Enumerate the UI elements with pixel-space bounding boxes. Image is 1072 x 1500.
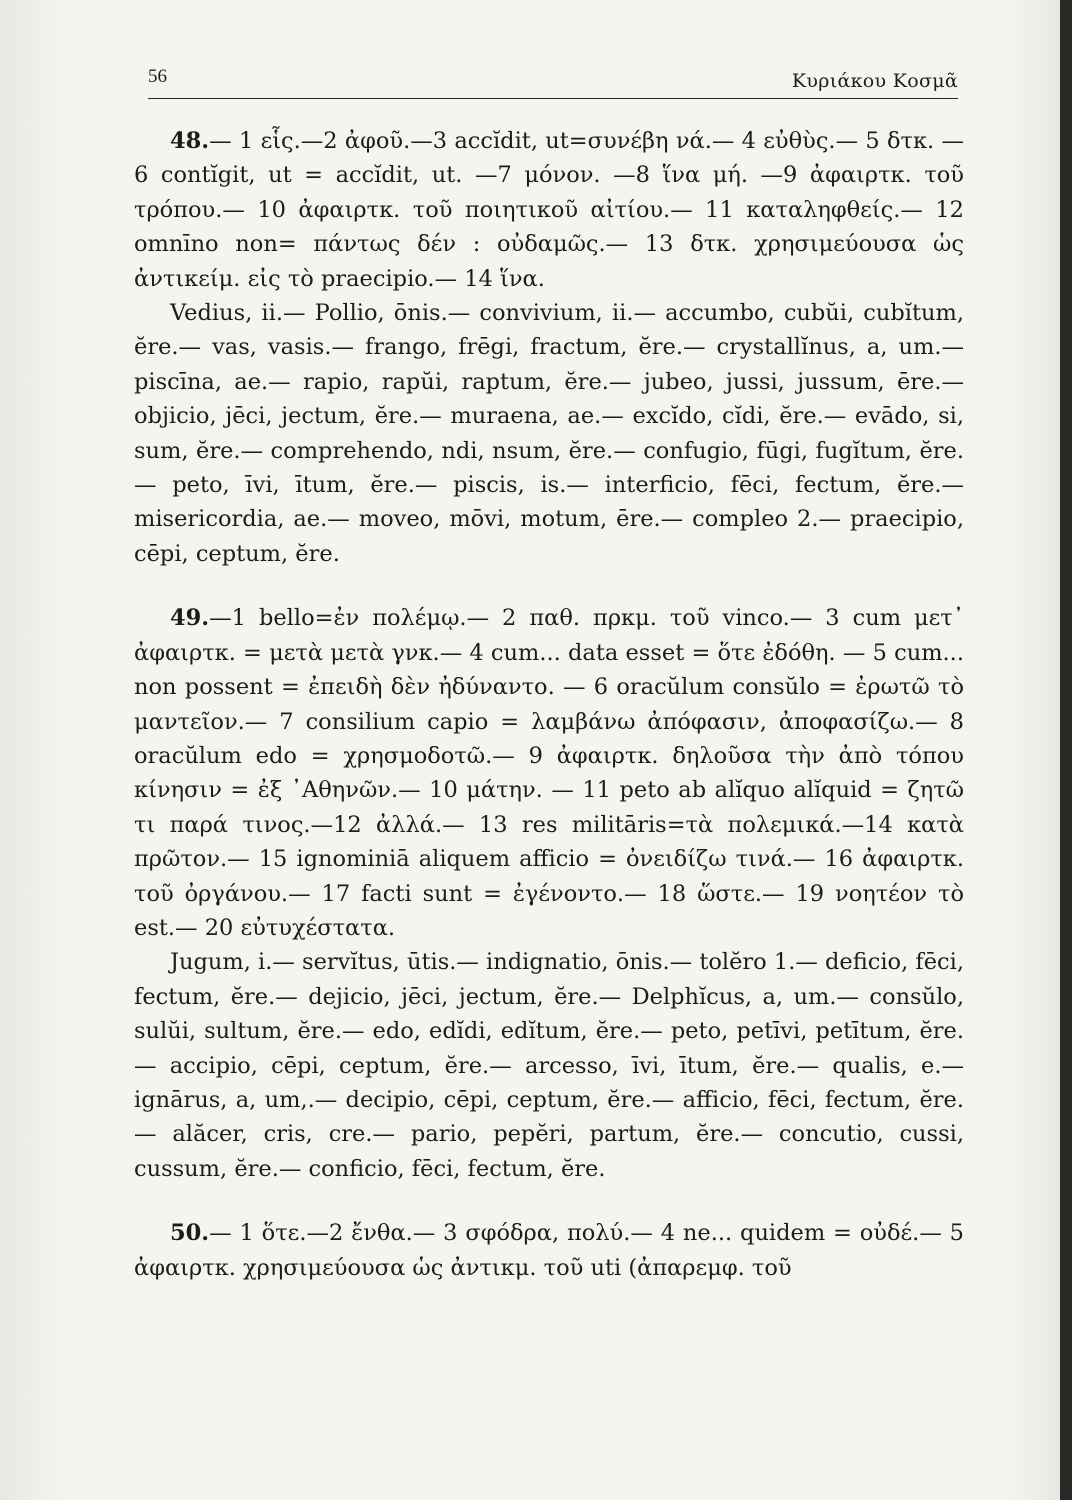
exercise-number: 49. bbox=[170, 605, 210, 632]
exercise-notes: — 1 ὅτε.—2 ἔνθα.— 3 σφόδρα, πολύ.— 4 ne... quidem = οὐδέ.— 5 ἀφαιρτκ. χρησιμεύουσα ὡς ἀντικμ. τοῦ uti (ἀπαρεμφ. τοῦ bbox=[134, 1220, 964, 1281]
page-body bbox=[134, 124, 964, 1285]
exercise-notes: —1 bello=ἐν πολέμῳ.— 2 παθ. πρκμ. τοῦ vinco.— 3 cum μετ᾽ ἀφαιρτκ. = μετὰ μετὰ γνκ.— 4 cum... data esset = ὅτε ἐδόθη. — 5 cum... non possent = ἐπειδὴ δὲν ἠδύναντο. — 6 oracŭlum consŭlo = ἐρωτῶ τὸ μαντεῖον.— 7 consilium capio = λαμβάνω ἀπόφασιν, ἀποφασίζω.— 8 oracŭlum edo = χρησμοδοτῶ.— 9 ἀφαιρτκ. δηλοῦσα τὴν ἀπὸ τόπου κίνησιν = ἐξ ᾿Αθηνῶν.— 10 μάτην. — 11 peto ab alĭquo alĭquid = ζητῶ τι παρά τινος.—12 ἀλλά.— 13 res militāris=τὰ πολεμικά.—14 κατὰ πρῶτον.— 15 ignominiā aliquem afficio = ὀνειδίζω τινά.— 16 ἀφαιρτκ. τοῦ ὀργάνου.— 17 facti sunt = ἐγένοντο.— 18 ὥστε.— 19 νοητέον τὸ est.— 20 εὐτυχέστατα. bbox=[134, 605, 964, 941]
exercise-notes: — 1 εἷς.—2 ἀφοῦ.—3 accĭdit, ut=συνέβη νά.— 4 εὐθὺς.— 5 δτκ. —6 contĭgit, ut = accĭdit, ut. —7 μόνον. —8 ἵνα μή. —9 ἀφαιρτκ. τοῦ τρόπου.— 10 ἀφαιρτκ. τοῦ ποιητικοῦ αἰτίου.— 11 καταληφθείς.— 12 omnīno non= πάντως δέν : οὐδαμῶς.— 13 δτκ. χρησιμεύουσα ὡς ἀντικείμ. εἰς τὸ praecipio.— 14 ἵνα. bbox=[134, 128, 964, 292]
page-header bbox=[148, 62, 958, 99]
exercise-number: 48. bbox=[170, 128, 210, 154]
exercise-48-vocabulary: Vedius, ii.— Pollio, ōnis.— convivium, ii.— accumbo, cubŭi, cubĭtum, ĕre.— vas, vasis.— frango, frēgi, fractum, ĕre.— crystallĭnus, a, um.— piscīna, ae.— rapio, rapŭi, raptum, ĕre.— jubeo, jussi, jussum, ēre.— objicio, jēci, jectum, ĕre.— muraena, ae.— excĭdo, cĭdi, ĕre.— evādo, si, sum, ĕre.— comprehendo, ndi, nsum, ĕre.— confugio, fūgi, fugĭtum, ĕre.— peto, īvi, ītum, ĕre.— piscis, is.— interficio, fēci, fectum, ĕre.— misericordia, ae.— moveo, mōvi, motum, ēre.— compleo 2.— praecipio, cēpi, ceptum, ĕre. bbox=[134, 300, 964, 567]
exercise-50-notes bbox=[134, 1216, 964, 1285]
exercise-49-notes bbox=[134, 601, 964, 945]
exercise-49-vocabulary: Jugum, i.— servĭtus, ūtis.— indignatio, ōnis.— tolĕro 1.— deficio, fēci, fectum, ĕre.— dejicio, jēci, jectum, ĕre.— Delphĭcus, a, um.— consŭlo, sulŭi, sultum, ĕre.— edo, edĭdi, edĭtum, ĕre.— peto, petīvi, petītum, ĕre.— accipio, cēpi, ceptum, ĕre.— arcesso, īvi, ītum, ĕre.— qualis, e.— ignārus, a, um,.— decipio, cēpi, ceptum, ĕre.— afficio, fēci, fectum, ĕre.— alăcer, cris, cre.— pario, pepĕri, partum, ĕre.— concutio, cussi, cussum, ĕre.— conficio, fēci, fectum, ĕre. bbox=[134, 949, 964, 1182]
exercise-48-notes bbox=[134, 124, 964, 296]
binding-edge bbox=[1060, 0, 1072, 1500]
exercise-number: 50. bbox=[170, 1220, 210, 1247]
page-number: 56 bbox=[148, 66, 167, 87]
running-head: Κυριάκου Κοσμᾶ bbox=[791, 70, 958, 92]
